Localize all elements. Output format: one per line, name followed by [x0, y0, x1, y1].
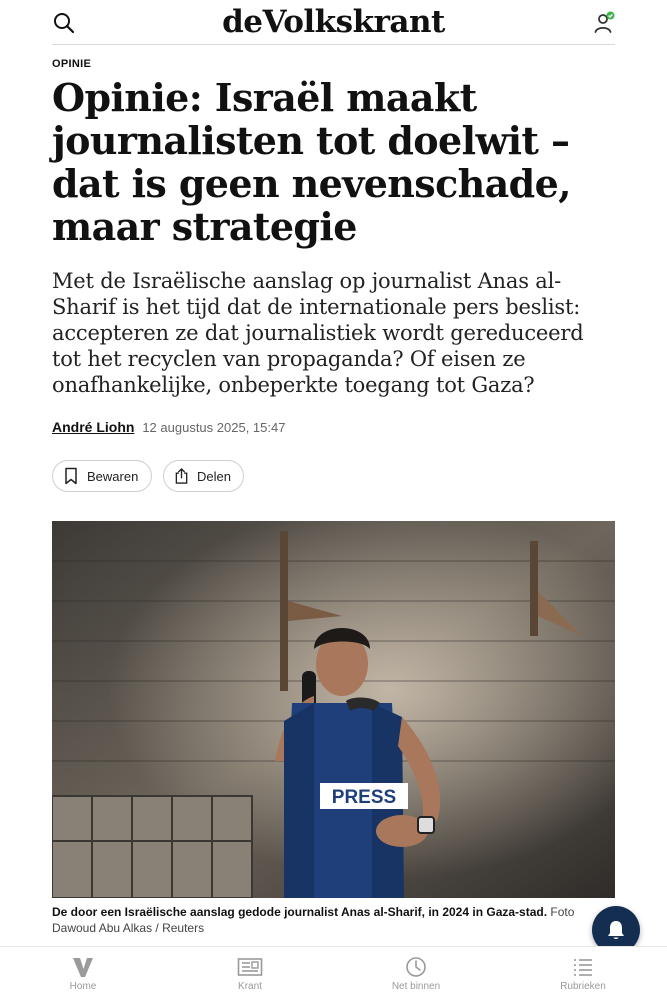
share-button[interactable]: [163, 460, 244, 492]
caption-credit-prefix: Foto: [550, 905, 575, 919]
author-link[interactable]: André Liohn: [52, 419, 135, 435]
caption-credit: Dawoud Abu Alkas / Reuters: [52, 921, 205, 935]
byline: [52, 419, 285, 435]
nav-rubrieken-label: Rubrieken: [560, 981, 606, 992]
nav-home-label: Home: [69, 981, 97, 992]
share-icon: [174, 467, 189, 485]
publish-date: 12 augustus 2025, 15:47: [142, 420, 286, 435]
section-label[interactable]: OPINIE: [52, 58, 92, 70]
bottom-navigation: [0, 946, 667, 1000]
caption-text: De door een Israëlische aanslag gedode journalist Anas al-Sharif, in 2024 in Gaza-stad.: [52, 905, 548, 919]
bookmark-icon: [63, 467, 79, 485]
top-bar: [0, 0, 667, 45]
newspaper-icon: [195, 955, 305, 979]
header-divider: [52, 44, 615, 45]
share-button-label: Delen: [197, 468, 231, 484]
nav-krant-label: Krant: [238, 981, 262, 992]
nav-home[interactable]: [28, 955, 138, 992]
save-button-label: Bewaren: [87, 468, 139, 484]
article-photo[interactable]: [52, 521, 615, 898]
list-icon: [528, 955, 638, 979]
user-icon[interactable]: [592, 11, 616, 35]
nav-net-binnen-label: Net binnen: [391, 981, 441, 992]
nav-rubrieken[interactable]: [528, 955, 638, 992]
bell-icon: [606, 919, 626, 941]
save-button[interactable]: [52, 460, 152, 492]
press-label: PRESS: [331, 787, 397, 808]
photo-caption: [52, 904, 612, 936]
article-intro: Met de Israëlische aanslag op journalist Anas al-Sharif is het tijd dat de internationale pers beslist: accepteren ze dat journalistiek wordt gereduceerd tot het recyclen van propaganda? Of eisen ze onafhankelijke, onbeperkte toegang tot Gaza?: [52, 269, 584, 397]
v-logo-icon: [28, 955, 138, 979]
nav-krant[interactable]: [195, 955, 305, 992]
nav-net-binnen[interactable]: [361, 955, 471, 992]
clock-icon: [361, 955, 471, 979]
site-logo[interactable]: deVolkskrant: [222, 4, 445, 40]
article-headline: Opinie: Israël maakt journalisten tot doelwit – dat is geen nevenschade, maar strategie: [52, 75, 571, 249]
